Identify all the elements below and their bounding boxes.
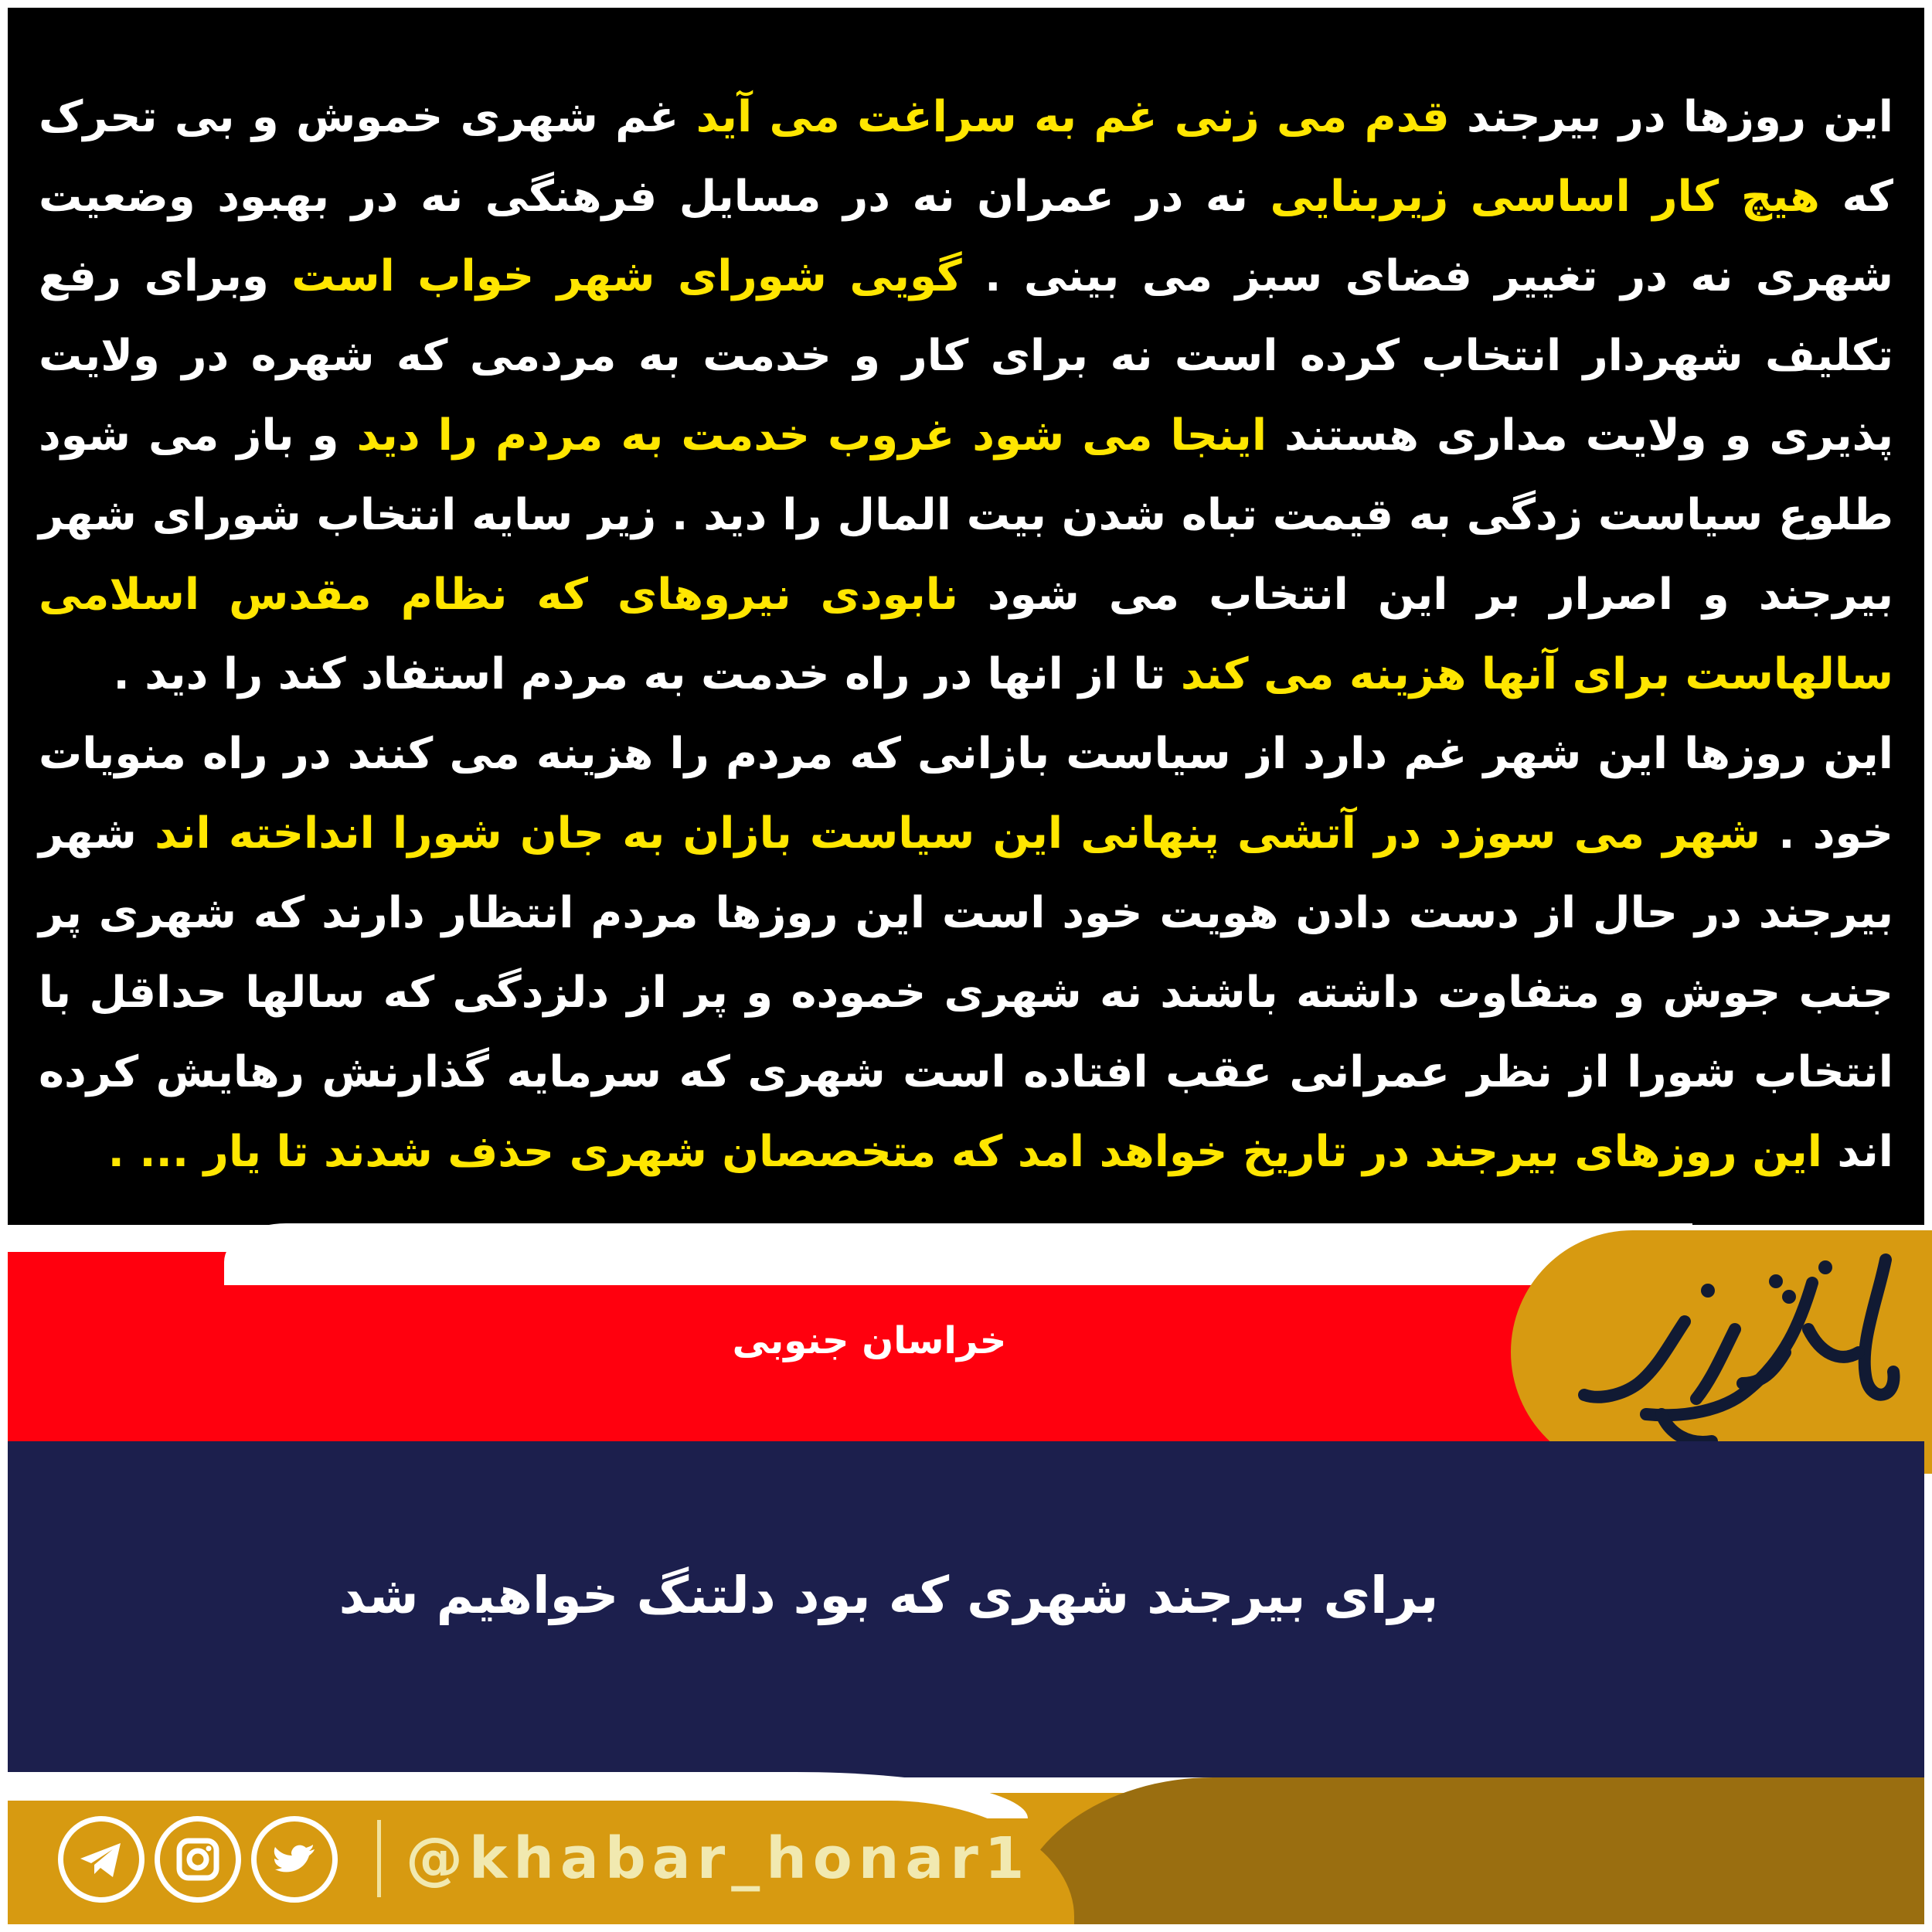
highlighted-phrase: قدم می زنی غم به سراغت می آید bbox=[696, 92, 1450, 142]
article-paragraph-2 bbox=[39, 714, 1893, 1192]
highlighted-phrase: هیچ کار اساسی زیربنایی bbox=[1270, 172, 1820, 222]
article-text bbox=[39, 77, 1893, 1192]
text-segment: و باز می شود طلوع سیاست زدگی به قیمت تباه شدن بیت المال را دید . زیر سایه انتخاب شورای شهر بیرجند و اصرار بر این انتخاب می شود bbox=[39, 410, 1893, 620]
instagram-icon[interactable] bbox=[155, 1816, 241, 1903]
text-segment: شهر بیرجند در حال از دست دادن هویت خود است این روزها مردم انتظار دارند که شهری پر جنب جوش و متفاوت داشته باشند نه شهری خموده و پر از دلزدگی که سالها حداقل با انتخاب شورا از نظر عمرانی عقب افتاده است شهری که سرمایه گذارنش رهایش کرده اند bbox=[39, 808, 1893, 1177]
text-segment: غم شهری خموش و بی تحرک که bbox=[39, 92, 1893, 222]
social-handle[interactable]: @khabar_honar1 bbox=[406, 1825, 1031, 1892]
khabar-honar-logo bbox=[1553, 1236, 1909, 1468]
region-label: خراسان جنوبی bbox=[732, 1319, 1007, 1362]
highlighted-phrase: گویی شورای شهر خواب است bbox=[291, 251, 962, 301]
text-segment: این روزها در بیرجند bbox=[1449, 92, 1893, 142]
article-paragraph-1 bbox=[39, 77, 1893, 714]
text-segment: وبرای رفع تکلیف شهردار انتخاب کرده است نه برای کار و خدمت به مردمی که شهره در ولایت پذیری و ولایت مداری هستند bbox=[39, 251, 1893, 461]
text-segment: تا از انها در راه خدمت به مردم استفاد کند را دید . bbox=[113, 649, 1181, 699]
footer-wedge bbox=[1012, 1777, 1924, 1924]
article-panel bbox=[8, 8, 1924, 1225]
telegram-icon[interactable] bbox=[58, 1816, 145, 1903]
text-segment: این روزها این شهر غم دارد از سیاست بازانی که مردم را هزینه می کنند در راه منویات خود . bbox=[39, 729, 1893, 859]
footer-divider bbox=[377, 1820, 381, 1897]
text-segment: نه در عمران نه در مسایل فرهنگی نه در بهبود وضعیت شهری نه در تغییر فضای سبز می بینی . bbox=[39, 172, 1894, 301]
highlighted-phrase: اینجا می شود غروب خدمت به مردم را دید bbox=[356, 410, 1267, 461]
highlighted-phrase: این روزهای بیرجند در تاریخ خواهد امد که متخصصان شهری حذف شدند تا یار ... . bbox=[107, 1127, 1822, 1177]
headline: برای بیرجند شهری که بود دلتنگ خواهیم شد bbox=[338, 1566, 1439, 1625]
twitter-icon[interactable] bbox=[251, 1816, 338, 1903]
highlighted-phrase: نابودی نیروهای که نظام مقدس اسلامی سالهاست برای آنها هزینه می کند bbox=[39, 570, 1893, 699]
banner-white-curve bbox=[224, 1223, 1692, 1285]
highlighted-phrase: شهر می سوزد در آتشی پنهانی این سیاست بازان به جان شورا انداخته اند bbox=[155, 808, 1761, 859]
